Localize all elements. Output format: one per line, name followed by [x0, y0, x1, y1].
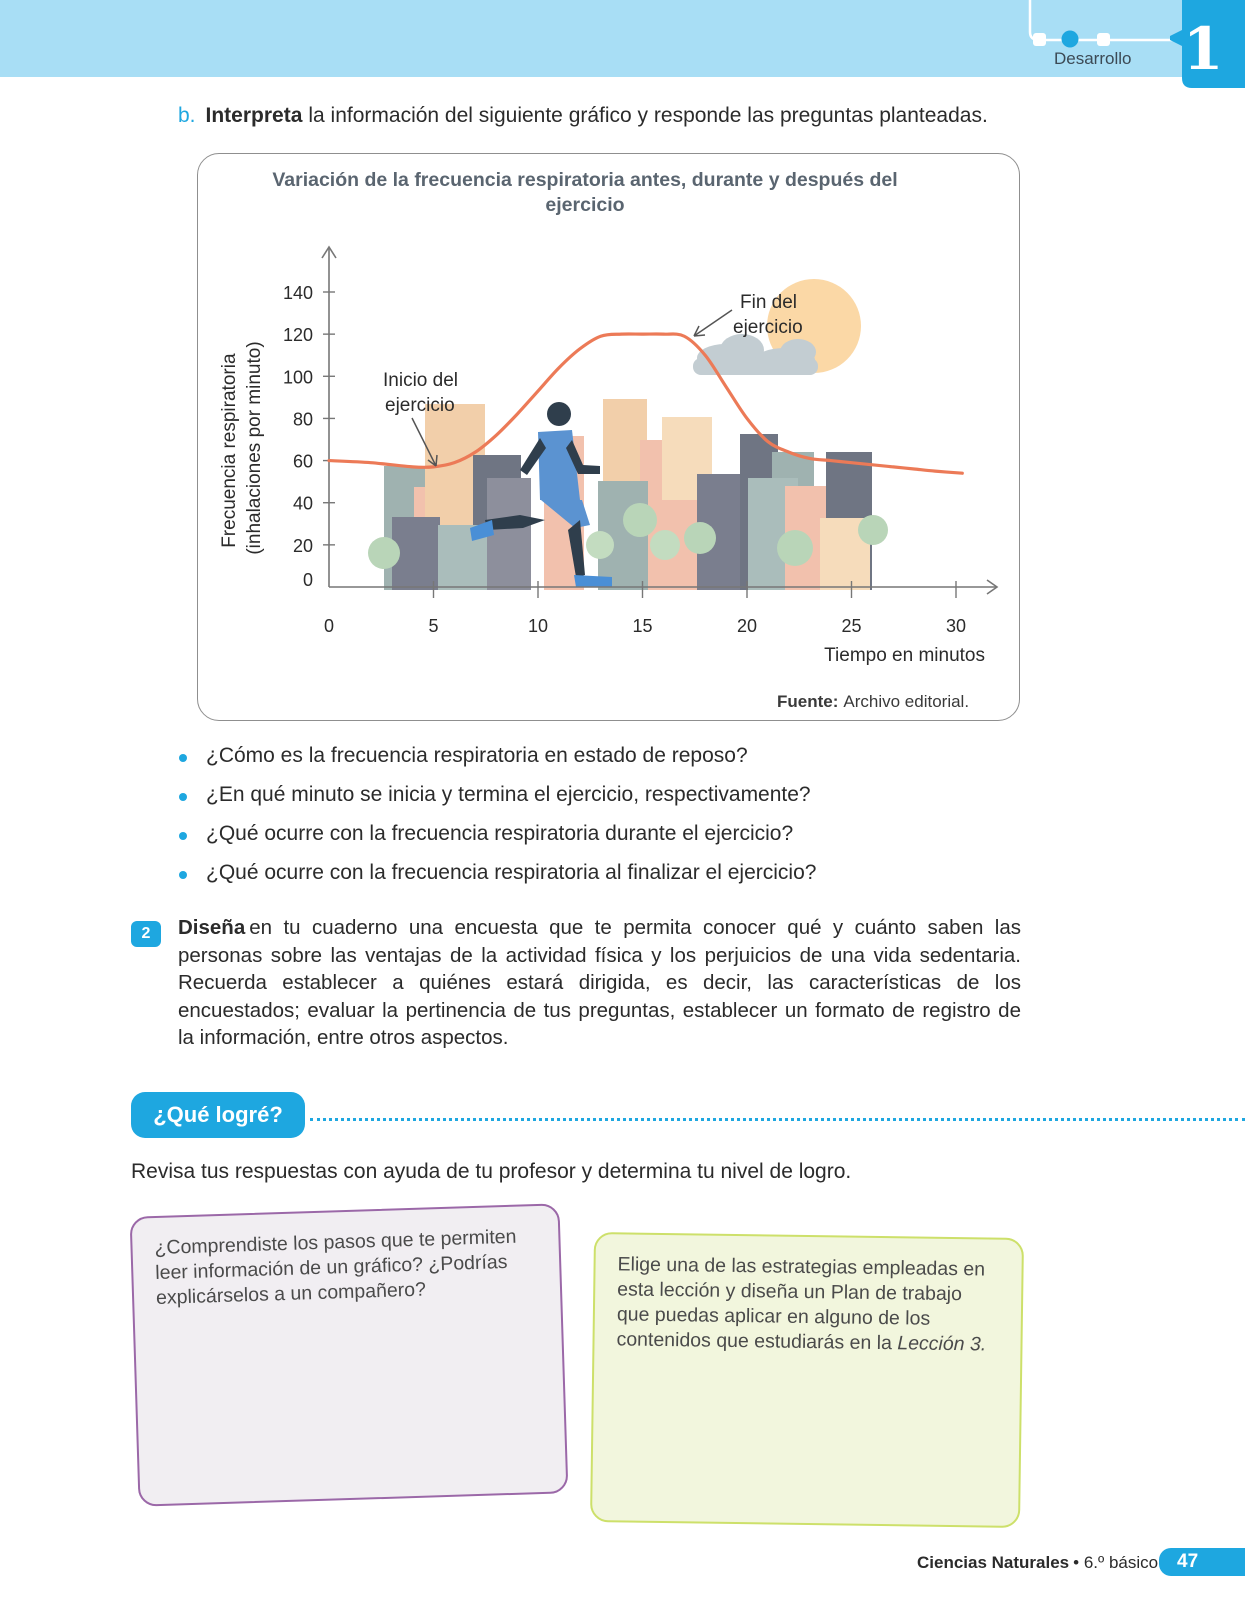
x-tick-label: 20 [736, 616, 758, 636]
source-label: Fuente: [777, 692, 839, 711]
footer-subject [917, 1553, 1158, 1573]
statement-verb: Interpreta [205, 104, 303, 127]
dotted-divider [310, 1118, 1245, 1121]
annotation-end-line2: ejercicio [733, 317, 803, 338]
x-axis-label: Tiempo en minutos [824, 645, 985, 666]
activity-2-verb: Diseña [178, 916, 246, 939]
page-number: 47 [1159, 1548, 1245, 1576]
question-item: ¿Cómo es la frecuencia respiratoria en estado de reposo? [178, 744, 816, 783]
reflection-card-right-text: Elige una de las estrategias empleadas en esta lección y diseña un Plan de trabajo que puedas aplicar en alguno de los contenidos que estudiarás en la [616, 1253, 986, 1355]
statement-text: la información del siguiente gráfico y responde las preguntas planteadas. [308, 104, 988, 127]
question-item: ¿Qué ocurre con la frecuencia respiratoria al finalizar el ejercicio? [178, 861, 816, 900]
reflection-card-left [130, 1203, 569, 1506]
footer-separator: • [1073, 1553, 1080, 1572]
source-text: Archivo editorial. [843, 692, 970, 711]
activity-2-text [178, 914, 1021, 1052]
reflection-card-right-lesson: Lección 3. [897, 1332, 987, 1356]
x-tick-label: 5 [428, 616, 439, 636]
x-tick-label: 0 [323, 616, 335, 636]
y-tick-label: 140 [282, 283, 313, 303]
achievement-instruction: Revisa tus respuestas con ayuda de tu profesor y determina tu nivel de logro. [131, 1160, 852, 1183]
achievement-title: ¿Qué logré? [131, 1092, 305, 1138]
item-letter: b. [178, 104, 196, 127]
x-tick-label: 10 [527, 616, 549, 636]
question-list [178, 744, 816, 900]
y-tick-label: 0 [302, 570, 313, 590]
y-tick-label: 80 [292, 409, 313, 430]
annotation-end-arrow [694, 310, 732, 336]
chart-source [777, 692, 969, 712]
annotation-start-line1: Inicio del [383, 370, 458, 391]
activity-number-badge: 2 [131, 921, 161, 947]
footer-grade: 6.º básico [1083, 1553, 1159, 1572]
unit-number: 1 [1183, 15, 1224, 83]
x-tick-label: 30 [945, 616, 967, 636]
section-label: Desarrollo [1054, 49, 1132, 68]
y-axis-label-line2: (inhalaciones por minuto) [244, 341, 265, 555]
y-tick-label: 120 [282, 325, 313, 346]
cloud-illustration [693, 334, 818, 375]
annotation-start [383, 370, 463, 416]
question-item: ¿Qué ocurre con la frecuencia respiratoria durante el ejercicio? [178, 822, 816, 861]
x-tick-label: 25 [841, 616, 862, 636]
y-axis-label-line1: Frecuencia respiratoria [219, 353, 240, 548]
y-tick-label: 20 [292, 535, 313, 556]
x-tick-label: 15 [632, 616, 653, 636]
svg-text:Frecuencia respiratoria [219, 341, 265, 554]
city-illustration [368, 399, 888, 590]
y-tick-label: 60 [292, 451, 313, 472]
chart-title: Variación de la frecuencia respiratoria antes, durante y después del ejercicio [272, 169, 898, 216]
y-tick-label: 100 [282, 367, 313, 388]
footer-subject-name: Ciencias Naturales [917, 1553, 1070, 1572]
y-axis-label [219, 341, 265, 554]
reflection-card-right [590, 1232, 1024, 1528]
y-tick-label: 40 [292, 493, 313, 514]
annotation-start-line2: ejercicio [385, 395, 455, 416]
activity-2-body: en tu cuaderno una encuesta que te permita conocer qué y cuánto saben las personas sobre las ventajas de la actividad física y los perjuicios de una vida sedentaria. Recuerda establecer a quiénes estará dirigida, es decir, las características de los encuestados; evaluar la pertinencia de tus preguntas, establecer un formato de registro de la información, entre otros aspectos. [178, 916, 1021, 1049]
reflection-card-left-text: ¿Comprendiste los pasos que te permiten leer información de un gráfico? ¿Podrías explicárselos a un compañero? [154, 1225, 517, 1310]
question-item: ¿En qué minuto se inicia y termina el ejercicio, respectivamente? [178, 783, 816, 822]
annotation-end-line1: Fin del [740, 292, 798, 313]
